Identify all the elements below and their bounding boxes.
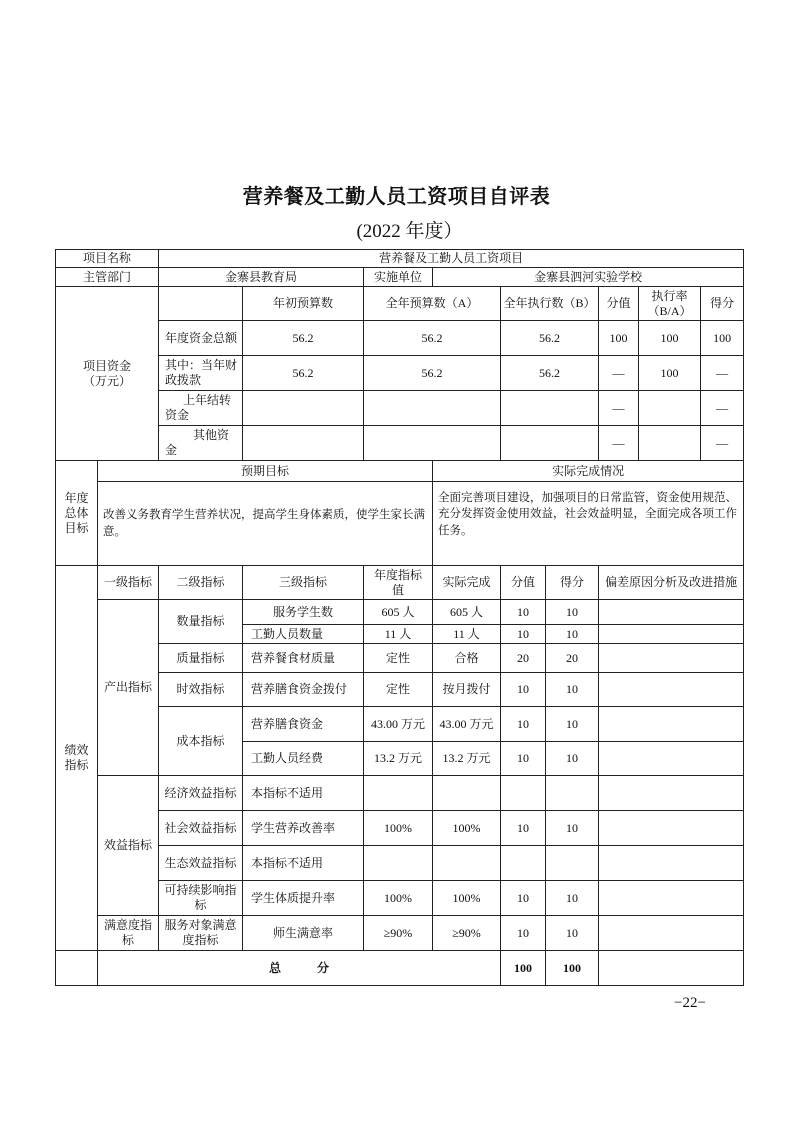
document-title: 营养餐及工勤人员工资项目自评表 xyxy=(242,184,551,208)
document-subtitle: (2022 年度） xyxy=(356,221,463,242)
funds-initial-value: 56.2 xyxy=(243,321,364,356)
indicator-row xyxy=(56,846,744,881)
indicator-row xyxy=(56,916,744,951)
deviation-cell xyxy=(599,673,744,707)
header-weight: 分值 xyxy=(501,566,546,600)
actual-value: 13.2 万元 xyxy=(433,742,501,776)
target-value: 43.00 万元 xyxy=(364,707,433,742)
level3-indicator: 学生营养改善率 xyxy=(243,811,364,846)
deviation-cell xyxy=(599,644,744,673)
target-value: 100% xyxy=(364,811,433,846)
funds-weight-value: — xyxy=(599,426,639,461)
performance-header-row xyxy=(56,566,744,600)
deviation-cell xyxy=(599,881,744,916)
header-actual: 实际完成 xyxy=(433,566,501,600)
score-value: 10 xyxy=(546,881,599,916)
deviation-cell xyxy=(599,776,744,811)
header-level3: 三级指标 xyxy=(243,566,364,600)
funds-row-label: 其中：当年财政拨款 xyxy=(159,356,243,391)
header-level1: 一级指标 xyxy=(98,566,159,600)
project-name-label: 项目名称 xyxy=(56,250,159,268)
target-value: 13.2 万元 xyxy=(364,742,433,776)
score-value xyxy=(546,776,599,811)
score-value: 10 xyxy=(546,811,599,846)
target-value: 定性 xyxy=(364,673,433,707)
weight-value: 10 xyxy=(501,916,546,951)
funds-row-label: 其他资金 xyxy=(159,426,243,461)
project-name-value: 营养餐及工勤人员工资项目 xyxy=(159,250,744,268)
deviation-cell xyxy=(599,707,744,742)
actual-value: 按月拨付 xyxy=(433,673,501,707)
indicator-row xyxy=(56,707,744,742)
targets-content-row xyxy=(56,482,744,566)
funds-score-value: — xyxy=(701,356,744,391)
level1-output-indicator: 产出指标 xyxy=(98,600,159,776)
indicator-row xyxy=(56,673,744,707)
funds-header-annual: 全年预算数（A） xyxy=(364,287,501,321)
level3-indicator: 营养膳食资金拨付 xyxy=(243,673,364,707)
weight-value xyxy=(501,776,546,811)
level2-cost-indicator: 成本指标 xyxy=(159,707,243,776)
total-row xyxy=(56,951,744,986)
funds-section-label: 项目资金 （万元） xyxy=(56,287,159,461)
funds-rate-value xyxy=(639,391,701,426)
level2-ecological-indicator: 生态效益指标 xyxy=(159,846,243,881)
level1-benefit-indicator: 效益指标 xyxy=(98,776,159,916)
funds-header-blank xyxy=(159,287,243,321)
funds-score-value: — xyxy=(701,426,744,461)
score-value xyxy=(546,846,599,881)
indicator-row xyxy=(56,600,744,625)
funds-row xyxy=(56,321,744,356)
funds-initial-value xyxy=(243,426,364,461)
funds-initial-value xyxy=(243,391,364,426)
funds-header-row xyxy=(56,287,744,321)
funds-row xyxy=(56,426,744,461)
funds-row xyxy=(56,356,744,391)
self-evaluation-table xyxy=(55,249,744,986)
funds-weight-value: 100 xyxy=(599,321,639,356)
actual-value xyxy=(433,846,501,881)
level3-indicator: 本指标不适用 xyxy=(243,846,364,881)
funds-header-score: 得分 xyxy=(701,287,744,321)
weight-value: 10 xyxy=(501,673,546,707)
deviation-cell xyxy=(599,811,744,846)
department-label: 主管部门 xyxy=(56,268,159,287)
actual-value: ≥90% xyxy=(433,916,501,951)
funds-initial-value: 56.2 xyxy=(243,356,364,391)
expected-target-text: 改善义务教育学生营养状况，提高学生身体素质，使学生家长满意。 xyxy=(98,482,433,566)
expected-target-header: 预期目标 xyxy=(98,461,433,482)
funds-header-executed: 全年执行数（B） xyxy=(501,287,599,321)
project-name-row xyxy=(56,250,744,268)
implementing-unit-value: 金寨县泗河实验学校 xyxy=(433,268,744,287)
actual-completion-text: 全面完善项目建设，加强项目的日常监管，资金使用规范、充分发挥资金使用效益，社会效益明显，全面完成各项工作任务。 xyxy=(433,482,744,566)
funds-header-rate: 执行率 （B/A） xyxy=(639,287,701,321)
actual-value: 合格 xyxy=(433,644,501,673)
total-label: 总 分 xyxy=(98,951,501,986)
actual-completion-header: 实际完成情况 xyxy=(433,461,744,482)
weight-value: 10 xyxy=(501,625,546,644)
score-value: 10 xyxy=(546,742,599,776)
target-value: 100% xyxy=(364,881,433,916)
deviation-cell xyxy=(599,600,744,625)
funds-row-label: 年度资金总额 xyxy=(159,321,243,356)
actual-value: 605 人 xyxy=(433,600,501,625)
weight-value: 10 xyxy=(501,881,546,916)
deviation-cell xyxy=(599,625,744,644)
target-value: 605 人 xyxy=(364,600,433,625)
target-value xyxy=(364,846,433,881)
funds-header-initial: 年初预算数 xyxy=(243,287,364,321)
funds-row-label: 上年结转资金 xyxy=(159,391,243,426)
score-value: 10 xyxy=(546,600,599,625)
score-value: 10 xyxy=(546,673,599,707)
level2-quality-indicator: 质量指标 xyxy=(159,644,243,673)
level3-indicator: 服务学生数 xyxy=(243,600,364,625)
indicator-row xyxy=(56,644,744,673)
weight-value: 10 xyxy=(501,707,546,742)
indicator-row xyxy=(56,776,744,811)
score-value: 10 xyxy=(546,625,599,644)
targets-section-label: 年度 总体 目标 xyxy=(56,461,98,566)
funds-executed-value xyxy=(501,391,599,426)
funds-annual-value: 56.2 xyxy=(364,356,501,391)
funds-annual-value xyxy=(364,426,501,461)
actual-value: 100% xyxy=(433,811,501,846)
funds-annual-value: 56.2 xyxy=(364,321,501,356)
score-value: 20 xyxy=(546,644,599,673)
level3-indicator: 师生满意率 xyxy=(243,916,364,951)
funds-rate-value xyxy=(639,426,701,461)
implementing-unit-label: 实施单位 xyxy=(364,268,433,287)
actual-value: 43.00 万元 xyxy=(433,707,501,742)
total-weight: 100 xyxy=(501,951,546,986)
deviation-cell xyxy=(599,846,744,881)
funds-rate-value: 100 xyxy=(639,321,701,356)
score-value: 10 xyxy=(546,707,599,742)
total-blank-cell xyxy=(56,951,98,986)
target-value: 定性 xyxy=(364,644,433,673)
indicator-row xyxy=(56,811,744,846)
target-value: 11 人 xyxy=(364,625,433,644)
header-target: 年度指标 值 xyxy=(364,566,433,600)
funds-row xyxy=(56,391,744,426)
department-row xyxy=(56,268,744,287)
page-number: −22− xyxy=(674,995,706,1011)
score-value: 10 xyxy=(546,916,599,951)
level2-economic-indicator: 经济效益指标 xyxy=(159,776,243,811)
funds-score-value: 100 xyxy=(701,321,744,356)
target-value: ≥90% xyxy=(364,916,433,951)
funds-executed-value: 56.2 xyxy=(501,321,599,356)
funds-weight-value: — xyxy=(599,391,639,426)
actual-value xyxy=(433,776,501,811)
header-level2: 二级指标 xyxy=(159,566,243,600)
level2-social-indicator: 社会效益指标 xyxy=(159,811,243,846)
level3-indicator: 工勤人员数量 xyxy=(243,625,364,644)
indicator-row xyxy=(56,881,744,916)
level3-indicator: 学生体质提升率 xyxy=(243,881,364,916)
weight-value: 20 xyxy=(501,644,546,673)
weight-value: 10 xyxy=(501,600,546,625)
funds-executed-value: 56.2 xyxy=(501,356,599,391)
target-value xyxy=(364,776,433,811)
funds-score-value: — xyxy=(701,391,744,426)
targets-header-row xyxy=(56,461,744,482)
actual-value: 100% xyxy=(433,881,501,916)
funds-header-weight: 分值 xyxy=(599,287,639,321)
level2-timeliness-indicator: 时效指标 xyxy=(159,673,243,707)
funds-weight-value: — xyxy=(599,356,639,391)
weight-value: 10 xyxy=(501,742,546,776)
total-deviation-cell xyxy=(599,951,744,986)
header-deviation: 偏差原因分析及改进措施 xyxy=(599,566,744,600)
total-score: 100 xyxy=(546,951,599,986)
level3-indicator: 工勤人员经费 xyxy=(243,742,364,776)
funds-executed-value xyxy=(501,426,599,461)
actual-value: 11 人 xyxy=(433,625,501,644)
level2-quantity-indicator: 数量指标 xyxy=(159,600,243,644)
level2-sustainability-indicator: 可持续影响指标 xyxy=(159,881,243,916)
weight-value xyxy=(501,846,546,881)
level2-service-satisfaction-indicator: 服务对象满意度指标 xyxy=(159,916,243,951)
level3-indicator: 本指标不适用 xyxy=(243,776,364,811)
weight-value: 10 xyxy=(501,811,546,846)
funds-annual-value xyxy=(364,391,501,426)
level3-indicator: 营养膳食资金 xyxy=(243,707,364,742)
performance-section-label: 绩效 指标 xyxy=(56,566,98,951)
level3-indicator: 营养餐食材质量 xyxy=(243,644,364,673)
deviation-cell xyxy=(599,916,744,951)
deviation-cell xyxy=(599,742,744,776)
funds-rate-value: 100 xyxy=(639,356,701,391)
header-score: 得分 xyxy=(546,566,599,600)
level1-satisfaction-indicator: 满意度指标 xyxy=(98,916,159,951)
department-value: 金寨县教育局 xyxy=(159,268,364,287)
